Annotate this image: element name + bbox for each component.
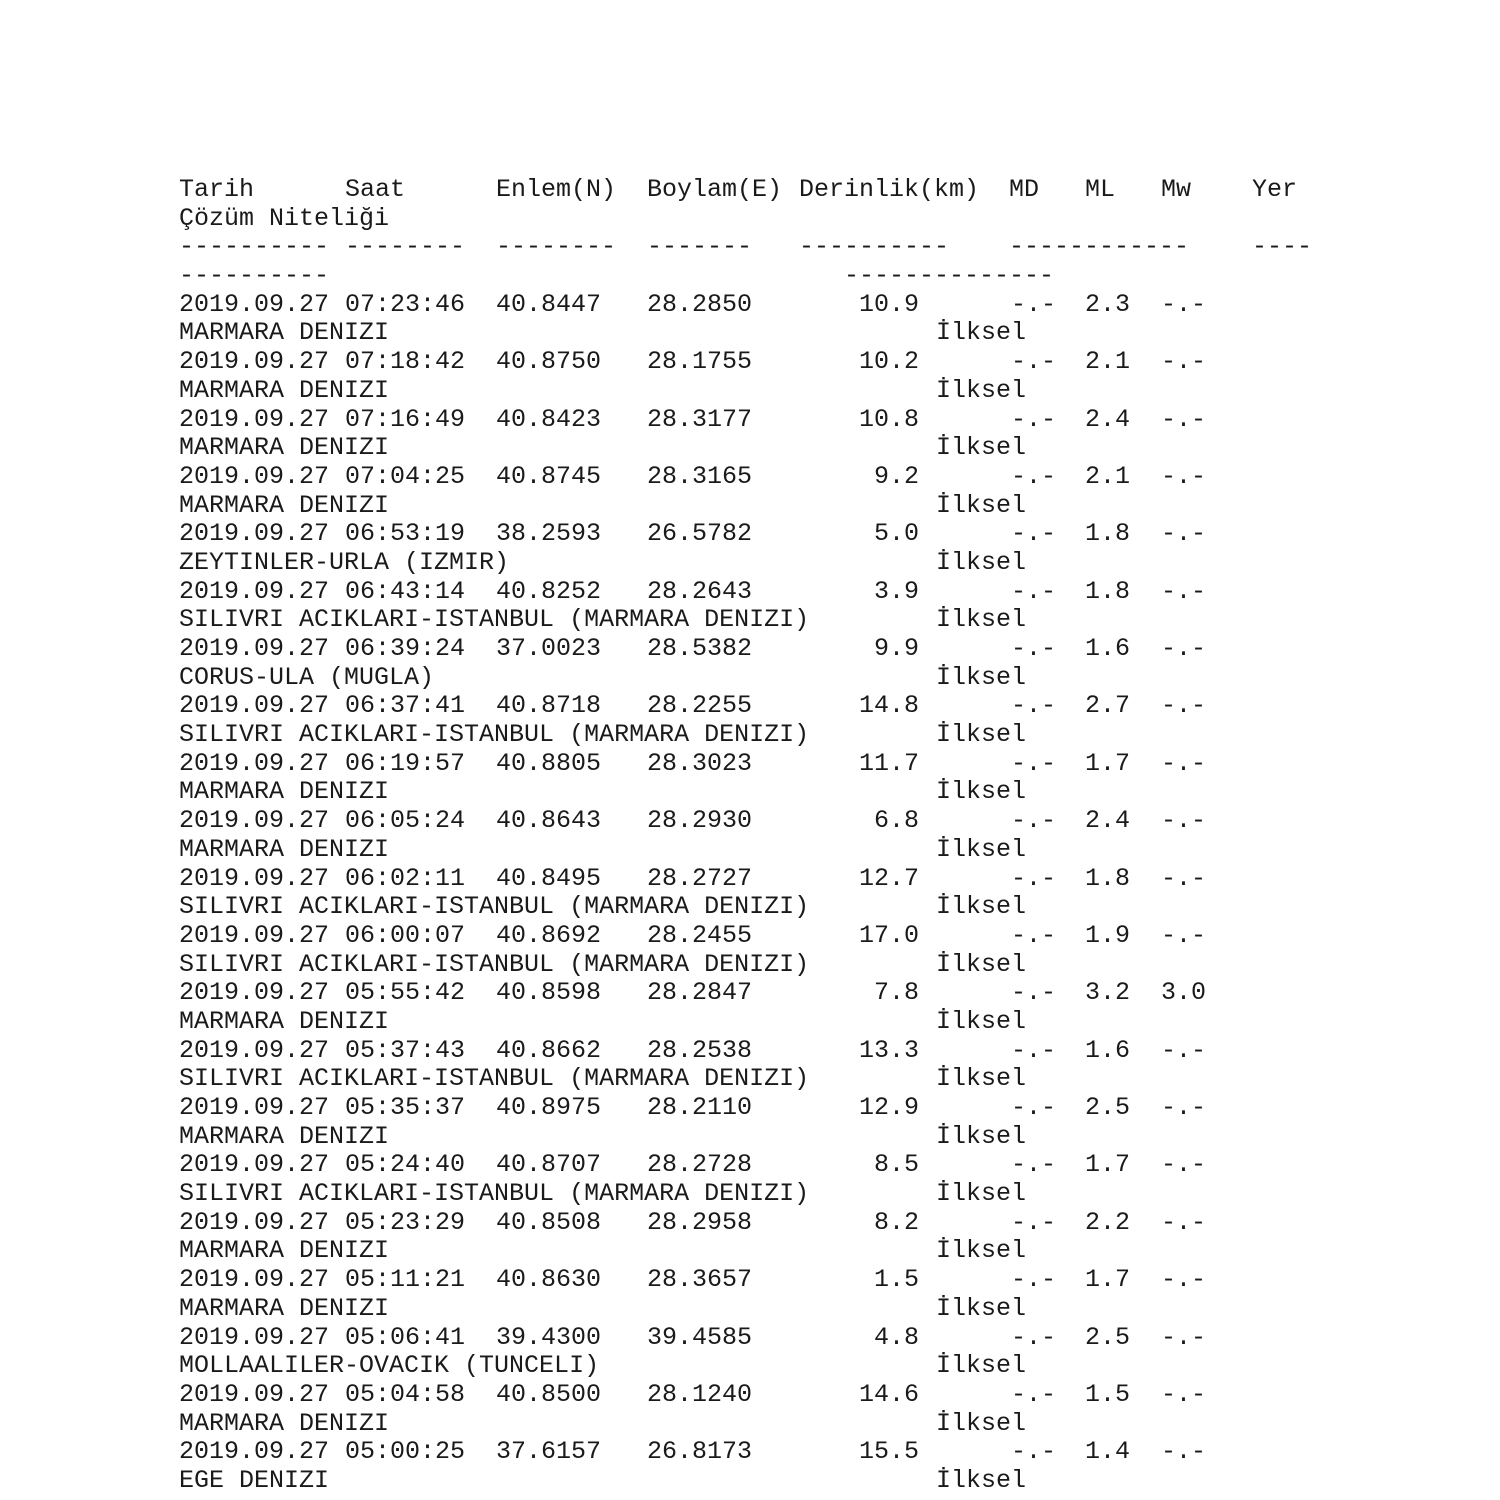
row-md: -.- — [1010, 289, 1056, 319]
row-md: -.- — [1010, 519, 1056, 549]
row-ml: 1.9 — [1085, 920, 1131, 950]
row-place: MARMARA DENIZI — [179, 490, 390, 520]
row-longitude: 28.5382 — [647, 634, 753, 663]
row-ml: 3.2 — [1085, 978, 1131, 1008]
table-row — [179, 463, 1479, 492]
earthquake-rows — [179, 291, 1479, 1496]
row-solution-quality: İlksel — [936, 777, 1027, 807]
table-row-location — [179, 1008, 1479, 1037]
row-date: 2019.09.27 — [179, 1265, 330, 1295]
header-derinlik: Derinlik(km) — [799, 175, 980, 204]
table-row-location — [179, 1410, 1479, 1439]
table-row — [179, 692, 1479, 721]
row-date: 2019.09.27 — [179, 1035, 330, 1065]
row-longitude: 28.2847 — [647, 978, 753, 1008]
row-md: -.- — [1010, 978, 1056, 1008]
table-row — [179, 578, 1479, 607]
row-md: -.- — [1010, 461, 1056, 491]
row-mw: -.- — [1161, 1437, 1207, 1467]
row-time: 06:39:24 — [345, 634, 466, 663]
row-place: CORUS-ULA (MUGLA) — [179, 662, 435, 692]
row-latitude: 40.8423 — [496, 404, 602, 434]
row-md: -.- — [1010, 1093, 1056, 1122]
row-depth: 4.8 — [873, 1322, 919, 1352]
row-ml: 1.8 — [1085, 576, 1131, 606]
row-time: 05:24:40 — [345, 1150, 466, 1180]
row-longitude: 28.2643 — [647, 576, 753, 606]
row-date: 2019.09.27 — [179, 576, 330, 606]
row-solution-quality: İlksel — [936, 720, 1027, 750]
row-ml: 1.7 — [1085, 748, 1131, 778]
table-row — [179, 1266, 1479, 1295]
row-solution-quality: İlksel — [936, 1408, 1027, 1438]
dash-separator: ---------- — [179, 232, 330, 262]
row-place: SILIVRI ACIKLARI-ISTANBUL (MARMARA DENIZI) — [179, 605, 810, 635]
row-md: -.- — [1010, 1437, 1056, 1467]
row-solution-quality: İlksel — [936, 1293, 1027, 1323]
row-latitude: 40.8692 — [496, 920, 602, 950]
row-ml: 2.1 — [1085, 347, 1131, 377]
table-row — [179, 979, 1479, 1008]
row-mw: -.- — [1161, 347, 1207, 377]
row-depth: 3.9 — [873, 576, 919, 606]
row-depth: 11.7 — [858, 748, 919, 778]
row-ml: 1.7 — [1085, 1150, 1131, 1180]
row-md: -.- — [1010, 1265, 1056, 1295]
row-solution-quality: İlksel — [936, 1121, 1027, 1151]
table-row — [179, 1094, 1479, 1123]
row-latitude: 38.2593 — [496, 519, 602, 549]
row-latitude: 40.8598 — [496, 978, 602, 1008]
row-mw: -.- — [1161, 1322, 1207, 1352]
row-depth: 6.8 — [873, 806, 919, 836]
table-row — [179, 1324, 1479, 1353]
table-row — [179, 922, 1479, 951]
table-row — [179, 1438, 1479, 1467]
row-place: EGE DENIZI — [179, 1465, 330, 1495]
row-depth: 10.9 — [858, 289, 919, 319]
row-mw: -.- — [1161, 1379, 1207, 1409]
row-place: SILIVRI ACIKLARI-ISTANBUL (MARMARA DENIZI) — [179, 1064, 810, 1094]
table-row — [179, 807, 1479, 836]
row-date: 2019.09.27 — [179, 1207, 330, 1237]
row-ml: 2.7 — [1085, 691, 1131, 721]
row-solution-quality: İlksel — [936, 1006, 1027, 1036]
row-latitude: 40.8662 — [496, 1035, 602, 1065]
row-solution-quality: İlksel — [936, 547, 1027, 577]
row-ml: 2.5 — [1085, 1322, 1131, 1352]
row-place: SILIVRI ACIKLARI-ISTANBUL (MARMARA DENIZI) — [179, 949, 810, 979]
row-ml: 1.6 — [1085, 634, 1131, 663]
row-place: SILIVRI ACIKLARI-ISTANBUL (MARMARA DENIZI) — [179, 1179, 810, 1209]
row-md: -.- — [1010, 347, 1056, 377]
row-depth: 1.5 — [873, 1265, 919, 1295]
row-mw: -.- — [1161, 519, 1207, 549]
table-row — [179, 291, 1479, 320]
row-depth: 5.0 — [873, 519, 919, 549]
table-row — [179, 1209, 1479, 1238]
row-time: 06:05:24 — [345, 806, 466, 836]
row-md: -.- — [1010, 1379, 1056, 1409]
table-row — [179, 750, 1479, 779]
row-place: MARMARA DENIZI — [179, 433, 390, 463]
row-time: 07:23:46 — [345, 289, 466, 319]
header-tarih: Tarih — [179, 175, 255, 204]
row-date: 2019.09.27 — [179, 461, 330, 491]
table-row-location — [179, 721, 1479, 750]
row-md: -.- — [1010, 863, 1056, 893]
row-mw: -.- — [1161, 634, 1207, 663]
row-date: 2019.09.27 — [179, 634, 330, 663]
header-boylam: Boylam(E) — [647, 175, 783, 204]
row-longitude: 28.2930 — [647, 806, 753, 836]
table-row — [179, 520, 1479, 549]
table-row — [179, 1381, 1479, 1410]
row-date: 2019.09.27 — [179, 863, 330, 893]
row-latitude: 40.8630 — [496, 1265, 602, 1295]
header-md: MD — [1009, 175, 1040, 204]
row-date: 2019.09.27 — [179, 978, 330, 1008]
row-solution-quality: İlksel — [936, 375, 1027, 405]
dash-separator: ------------ — [1009, 232, 1190, 262]
table-row-location — [179, 319, 1479, 348]
row-mw: -.- — [1161, 576, 1207, 606]
row-longitude: 28.2538 — [647, 1035, 753, 1065]
row-ml: 2.5 — [1085, 1093, 1131, 1122]
row-longitude: 28.3165 — [647, 461, 753, 491]
row-date: 2019.09.27 — [179, 1150, 330, 1180]
table-row-location — [179, 434, 1479, 463]
row-date: 2019.09.27 — [179, 691, 330, 721]
table-row-location — [179, 1352, 1479, 1381]
row-latitude: 40.8750 — [496, 347, 602, 377]
row-mw: 3.0 — [1161, 978, 1207, 1008]
row-date: 2019.09.27 — [179, 1093, 330, 1122]
row-mw: -.- — [1161, 1150, 1207, 1180]
table-row-location — [179, 492, 1479, 521]
table-row — [179, 406, 1479, 435]
table-row — [179, 1037, 1479, 1066]
row-mw: -.- — [1161, 1093, 1207, 1122]
row-mw: -.- — [1161, 863, 1207, 893]
row-longitude: 26.8173 — [647, 1437, 753, 1467]
row-mw: -.- — [1161, 289, 1207, 319]
row-mw: -.- — [1161, 806, 1207, 836]
row-place: MARMARA DENIZI — [179, 777, 390, 807]
table-row-location — [179, 377, 1479, 406]
row-mw: -.- — [1161, 691, 1207, 721]
dash-separator: -------------- — [844, 261, 1055, 291]
row-depth: 13.3 — [858, 1035, 919, 1065]
row-md: -.- — [1010, 576, 1056, 606]
row-latitude: 37.0023 — [496, 634, 602, 663]
row-solution-quality: İlksel — [936, 490, 1027, 520]
table-row-location — [179, 664, 1479, 693]
table-row-location — [179, 1123, 1479, 1152]
table-row-location — [179, 836, 1479, 865]
row-ml: 2.3 — [1085, 289, 1131, 319]
row-solution-quality: İlksel — [936, 1351, 1027, 1381]
row-ml: 2.1 — [1085, 461, 1131, 491]
row-time: 06:37:41 — [345, 691, 466, 721]
table-row-location — [179, 1237, 1479, 1266]
row-ml: 2.4 — [1085, 404, 1131, 434]
header-row — [179, 176, 1479, 205]
row-longitude: 28.2110 — [647, 1093, 753, 1122]
row-solution-quality: İlksel — [936, 662, 1027, 692]
row-latitude: 40.8718 — [496, 691, 602, 721]
dash-separator: -------- — [496, 232, 617, 262]
row-depth: 17.0 — [858, 920, 919, 950]
table-row — [179, 635, 1479, 664]
row-solution-quality: İlksel — [936, 892, 1027, 922]
row-depth: 8.5 — [873, 1150, 919, 1180]
row-longitude: 28.2850 — [647, 289, 753, 319]
dash-separator: ------- — [647, 232, 753, 262]
row-solution-quality: İlksel — [936, 949, 1027, 979]
row-solution-quality: İlksel — [936, 318, 1027, 348]
row-longitude: 28.2255 — [647, 691, 753, 721]
row-depth: 10.8 — [858, 404, 919, 434]
table-row-location — [179, 893, 1479, 922]
row-ml: 1.5 — [1085, 1379, 1131, 1409]
row-latitude: 40.8500 — [496, 1379, 602, 1409]
table-row — [179, 348, 1479, 377]
row-date: 2019.09.27 — [179, 806, 330, 836]
row-depth: 9.2 — [873, 461, 919, 491]
row-mw: -.- — [1161, 1035, 1207, 1065]
row-latitude: 40.8508 — [496, 1207, 602, 1237]
row-mw: -.- — [1161, 1207, 1207, 1237]
row-depth: 9.9 — [873, 634, 919, 663]
row-latitude: 37.6157 — [496, 1437, 602, 1467]
row-latitude: 39.4300 — [496, 1322, 602, 1352]
header-row-2 — [179, 205, 1479, 234]
row-mw: -.- — [1161, 920, 1207, 950]
row-ml: 2.2 — [1085, 1207, 1131, 1237]
row-place: SILIVRI ACIKLARI-ISTANBUL (MARMARA DENIZI) — [179, 720, 810, 750]
header-yer: Yer — [1252, 175, 1298, 204]
row-depth: 12.7 — [858, 863, 919, 893]
dash-separator: ---------- — [179, 261, 330, 291]
row-longitude: 28.3177 — [647, 404, 753, 434]
row-depth: 15.5 — [858, 1437, 919, 1467]
dash-row-2 — [179, 262, 1479, 291]
row-latitude: 40.8643 — [496, 806, 602, 836]
row-time: 06:02:11 — [345, 863, 466, 893]
table-row-location — [179, 1065, 1479, 1094]
row-time: 06:00:07 — [345, 920, 466, 950]
row-time: 05:55:42 — [345, 978, 466, 1008]
row-md: -.- — [1010, 691, 1056, 721]
row-time: 07:16:49 — [345, 404, 466, 434]
row-place: MARMARA DENIZI — [179, 1121, 390, 1151]
row-longitude: 28.1240 — [647, 1379, 753, 1409]
row-place: MARMARA DENIZI — [179, 318, 390, 348]
row-md: -.- — [1010, 920, 1056, 950]
row-time: 05:23:29 — [345, 1207, 466, 1237]
row-time: 06:43:14 — [345, 576, 466, 606]
row-date: 2019.09.27 — [179, 519, 330, 549]
earthquake-list-document — [179, 176, 1479, 1496]
header-saat: Saat — [345, 175, 406, 204]
row-time: 05:37:43 — [345, 1035, 466, 1065]
row-latitude: 40.8252 — [496, 576, 602, 606]
table-row — [179, 1151, 1479, 1180]
row-ml: 1.6 — [1085, 1035, 1131, 1065]
row-depth: 10.2 — [858, 347, 919, 377]
row-solution-quality: İlksel — [936, 1465, 1027, 1495]
row-longitude: 28.2727 — [647, 863, 753, 893]
row-date: 2019.09.27 — [179, 748, 330, 778]
table-row-location — [179, 1295, 1479, 1324]
row-latitude: 40.8805 — [496, 748, 602, 778]
row-depth: 12.9 — [858, 1093, 919, 1122]
row-date: 2019.09.27 — [179, 289, 330, 319]
row-place: MARMARA DENIZI — [179, 1293, 390, 1323]
row-ml: 1.8 — [1085, 519, 1131, 549]
row-time: 05:06:41 — [345, 1322, 466, 1352]
row-md: -.- — [1010, 1150, 1056, 1180]
row-solution-quality: İlksel — [936, 1236, 1027, 1266]
row-date: 2019.09.27 — [179, 920, 330, 950]
header-mw: Mw — [1161, 175, 1192, 204]
row-place: MARMARA DENIZI — [179, 1408, 390, 1438]
row-longitude: 28.3657 — [647, 1265, 753, 1295]
row-place: MARMARA DENIZI — [179, 1236, 390, 1266]
dash-separator: ---- — [1252, 232, 1313, 262]
row-time: 05:35:37 — [345, 1093, 466, 1122]
row-depth: 14.8 — [858, 691, 919, 721]
row-solution-quality: İlksel — [936, 834, 1027, 864]
row-solution-quality: İlksel — [936, 433, 1027, 463]
row-md: -.- — [1010, 1322, 1056, 1352]
row-mw: -.- — [1161, 461, 1207, 491]
row-place: MOLLAALILER-OVACIK (TUNCELI) — [179, 1351, 600, 1381]
row-place: MARMARA DENIZI — [179, 834, 390, 864]
row-longitude: 28.2958 — [647, 1207, 753, 1237]
row-mw: -.- — [1161, 748, 1207, 778]
row-solution-quality: İlksel — [936, 1064, 1027, 1094]
row-time: 05:00:25 — [345, 1437, 466, 1467]
header-ml: ML — [1085, 175, 1116, 204]
row-longitude: 39.4585 — [647, 1322, 753, 1352]
row-md: -.- — [1010, 806, 1056, 836]
table-row-location — [179, 606, 1479, 635]
row-depth: 8.2 — [873, 1207, 919, 1237]
row-longitude: 26.5782 — [647, 519, 753, 549]
row-place: MARMARA DENIZI — [179, 375, 390, 405]
row-latitude: 40.8707 — [496, 1150, 602, 1180]
header-cozum-niteligi: Çözüm Niteliği — [179, 203, 390, 233]
row-time: 05:04:58 — [345, 1379, 466, 1409]
row-md: -.- — [1010, 748, 1056, 778]
row-time: 05:11:21 — [345, 1265, 466, 1295]
dash-separator: -------- — [345, 232, 466, 262]
row-place: ZEYTINLER-URLA (IZMIR) — [179, 547, 510, 577]
row-mw: -.- — [1161, 1265, 1207, 1295]
row-latitude: 40.8745 — [496, 461, 602, 491]
row-place: SILIVRI ACIKLARI-ISTANBUL (MARMARA DENIZI) — [179, 892, 810, 922]
row-mw: -.- — [1161, 404, 1207, 434]
row-ml: 2.4 — [1085, 806, 1131, 836]
table-row — [179, 865, 1479, 894]
row-longitude: 28.2728 — [647, 1150, 753, 1180]
row-longitude: 28.3023 — [647, 748, 753, 778]
row-date: 2019.09.27 — [179, 404, 330, 434]
row-md: -.- — [1010, 1035, 1056, 1065]
row-depth: 14.6 — [858, 1379, 919, 1409]
row-date: 2019.09.27 — [179, 1437, 330, 1467]
row-md: -.- — [1010, 1207, 1056, 1237]
table-row-location — [179, 778, 1479, 807]
table-row-location — [179, 951, 1479, 980]
row-date: 2019.09.27 — [179, 1379, 330, 1409]
row-place: MARMARA DENIZI — [179, 1006, 390, 1036]
dash-separator: ---------- — [799, 232, 950, 262]
dash-row — [179, 233, 1479, 262]
row-md: -.- — [1010, 404, 1056, 434]
table-row-location — [179, 1180, 1479, 1209]
row-date: 2019.09.27 — [179, 347, 330, 377]
row-solution-quality: İlksel — [936, 605, 1027, 635]
row-ml: 1.7 — [1085, 1265, 1131, 1295]
row-ml: 1.8 — [1085, 863, 1131, 893]
row-md: -.- — [1010, 634, 1056, 663]
row-time: 06:53:19 — [345, 519, 466, 549]
row-time: 06:19:57 — [345, 748, 466, 778]
row-ml: 1.4 — [1085, 1437, 1131, 1467]
row-time: 07:18:42 — [345, 347, 466, 377]
table-row-location — [179, 549, 1479, 578]
row-solution-quality: İlksel — [936, 1179, 1027, 1209]
row-latitude: 40.8975 — [496, 1093, 602, 1122]
row-latitude: 40.8495 — [496, 863, 602, 893]
table-row-location — [179, 1467, 1479, 1496]
row-date: 2019.09.27 — [179, 1322, 330, 1352]
row-time: 07:04:25 — [345, 461, 466, 491]
row-depth: 7.8 — [873, 978, 919, 1008]
row-latitude: 40.8447 — [496, 289, 602, 319]
row-longitude: 28.1755 — [647, 347, 753, 377]
row-longitude: 28.2455 — [647, 920, 753, 950]
header-enlem: Enlem(N) — [496, 175, 617, 204]
